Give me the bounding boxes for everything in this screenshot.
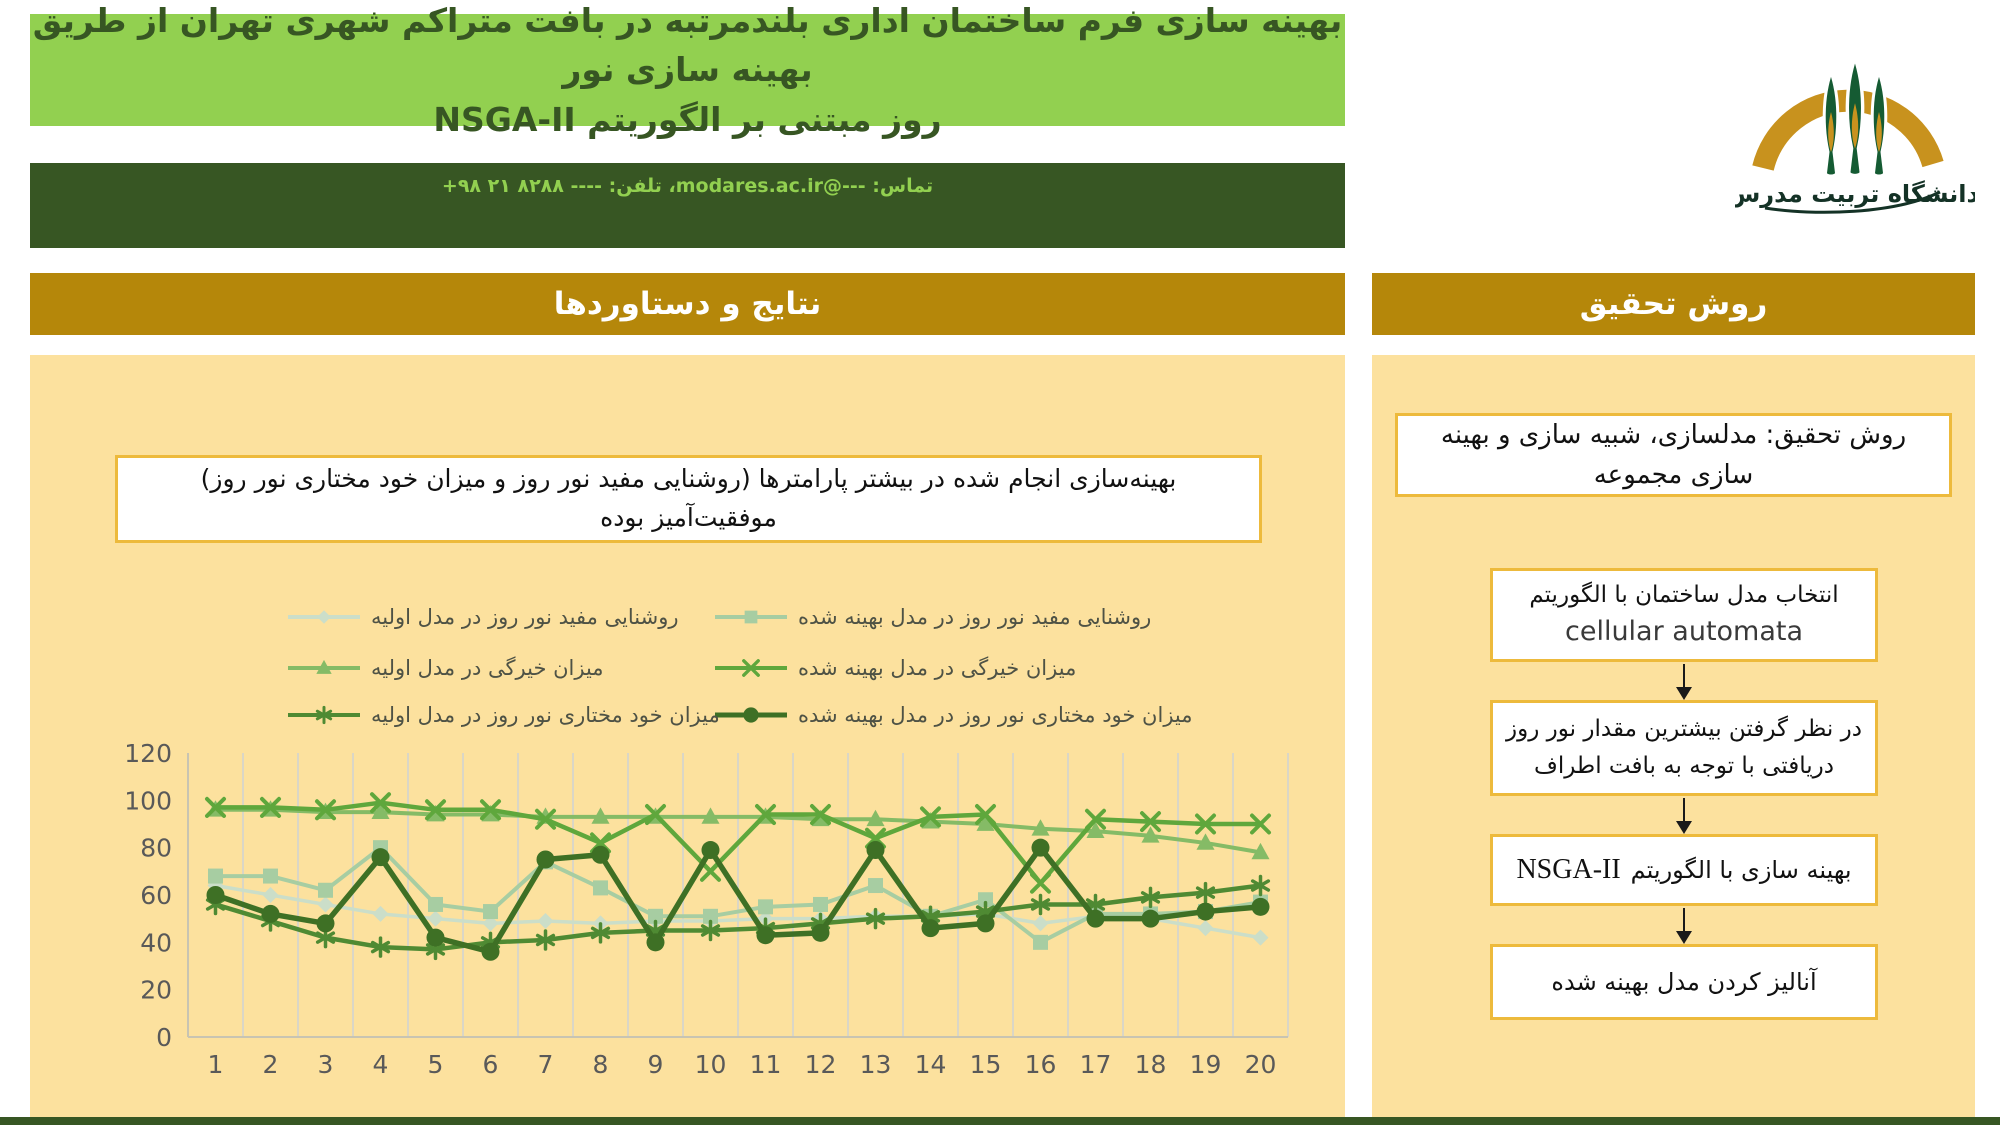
method-step-4 (1490, 944, 1878, 1020)
svg-text:13: 13 (859, 1050, 892, 1079)
method-intro-box (1395, 413, 1952, 497)
svg-text:2: 2 (262, 1050, 279, 1079)
svg-text:10: 10 (694, 1050, 727, 1079)
finding-line1: بهینه‌سازی انجام شده در بیشتر پارامترها (روشنایی مفید نور روز و میزان خود مختاری نور روز) (200, 464, 1177, 494)
svg-text:4: 4 (372, 1050, 389, 1079)
finding-box (115, 455, 1262, 543)
svg-text:100: 100 (124, 786, 172, 816)
legend-label: میزان خود مختاری نور روز در مدل اولیه (371, 703, 720, 727)
svg-text:15: 15 (969, 1050, 1002, 1079)
legend-item-initial-udi (285, 605, 679, 629)
legend-marker-circle-icon (712, 704, 790, 726)
poster-title-banner (30, 0, 1345, 139)
logo-cypress-trees (1824, 58, 1886, 176)
flow-arrow-icon (1676, 798, 1692, 834)
svg-text:14: 14 (914, 1050, 947, 1079)
step1-text: انتخاب مدل ساختمان با الگوریتم (1529, 581, 1839, 608)
legend-marker-square-icon (712, 606, 790, 628)
method-section-title: روش تحقیق (1579, 286, 1768, 322)
svg-text:17: 17 (1079, 1050, 1112, 1079)
contact-bar (30, 163, 1345, 248)
step2-line1: در نظر گرفتن بیشترین مقدار نور روز (1506, 716, 1862, 743)
step1-latin-text: cellular automata (1564, 616, 1804, 647)
svg-text:19: 19 (1189, 1050, 1222, 1079)
legend-item-initial-glare (285, 656, 604, 680)
legend-marker-x-icon (712, 657, 790, 679)
step3-latin-text: NSGA-II (1516, 854, 1621, 885)
legend-item-initial-da (285, 703, 720, 727)
svg-text:18: 18 (1134, 1050, 1167, 1079)
results-section-title: نتایج و دستاوردها (553, 286, 822, 322)
step4-text: آنالیز کردن مدل بهینه شده (1551, 968, 1817, 996)
university-logo-icon (1735, 16, 1975, 226)
legend-label: روشنایی مفید نور روز در مدل اولیه (371, 605, 679, 629)
svg-text:3: 3 (317, 1050, 334, 1079)
legend-item-optimized-da (712, 703, 1193, 727)
legend-marker-triangle-icon (285, 657, 363, 679)
svg-text:60: 60 (140, 881, 172, 910)
footer-strip (0, 1117, 2000, 1125)
legend-item-optimized-glare (712, 656, 1076, 680)
svg-text:7: 7 (537, 1050, 554, 1079)
method-section-header (1372, 273, 1975, 335)
svg-text:16: 16 (1024, 1050, 1057, 1079)
svg-text:12: 12 (804, 1050, 837, 1079)
method-step-1 (1490, 568, 1878, 662)
poster-title-line1: بهینه سازی فرم ساختمان اداری بلندمرتبه در بافت متراکم شهری تهران از طریق بهینه سازی نور (32, 0, 1343, 90)
svg-text:20: 20 (140, 975, 172, 1005)
university-logo (1735, 16, 1975, 226)
svg-text:9: 9 (647, 1050, 664, 1079)
legend-item-optimized-udi (712, 605, 1151, 629)
legend-marker-asterisk-icon (285, 704, 363, 726)
svg-text:8: 8 (592, 1050, 609, 1079)
flow-arrow-icon (1676, 664, 1692, 700)
svg-text:5: 5 (427, 1050, 444, 1079)
legend-label: میزان خیرگی در مدل بهینه شده (798, 656, 1077, 680)
method-step-3 (1490, 834, 1878, 906)
svg-text:80: 80 (140, 833, 172, 863)
svg-text:0: 0 (156, 1023, 172, 1052)
flow-arrow-icon (1676, 908, 1692, 944)
legend-marker-diamond-icon (285, 606, 363, 628)
contact-text: تماس: ---@modares.ac.ir، تلفن: ---- ۸۲۸۸ ۲۱ ۹۸+ (441, 175, 934, 197)
svg-text:6: 6 (482, 1050, 499, 1079)
svg-text:40: 40 (140, 928, 172, 958)
method-step-2 (1490, 700, 1878, 796)
legend-label: میزان خود مختاری نور روز در مدل بهینه شده (798, 703, 1193, 727)
legend-label: میزان خیرگی در مدل اولیه (371, 656, 604, 680)
step2-line2: دریافتی با توجه به بافت اطراف (1534, 753, 1834, 779)
results-line-chart (100, 733, 1300, 1093)
legend-label: روشنایی مفید نور روز در مدل بهینه شده (798, 605, 1152, 629)
method-intro-text: روش تحقیق: مدلسازی، شبیه سازی و بهینه سازی مجموعه (1440, 419, 1907, 490)
svg-text:1: 1 (207, 1050, 224, 1079)
logo-caption: دانشگاه تربیت مدرس (1735, 180, 1975, 208)
svg-text:120: 120 (124, 739, 172, 768)
svg-text:20: 20 (1244, 1050, 1277, 1079)
finding-line2: موفقیت‌آمیز بوده (600, 503, 777, 532)
results-section-header (30, 273, 1345, 335)
poster-title-line2: روز مبتنی بر الگوریتم NSGA-II (433, 99, 942, 139)
svg-text:11: 11 (749, 1050, 782, 1079)
step3-text: بهینه سازی با الگوریتم (1630, 856, 1852, 884)
